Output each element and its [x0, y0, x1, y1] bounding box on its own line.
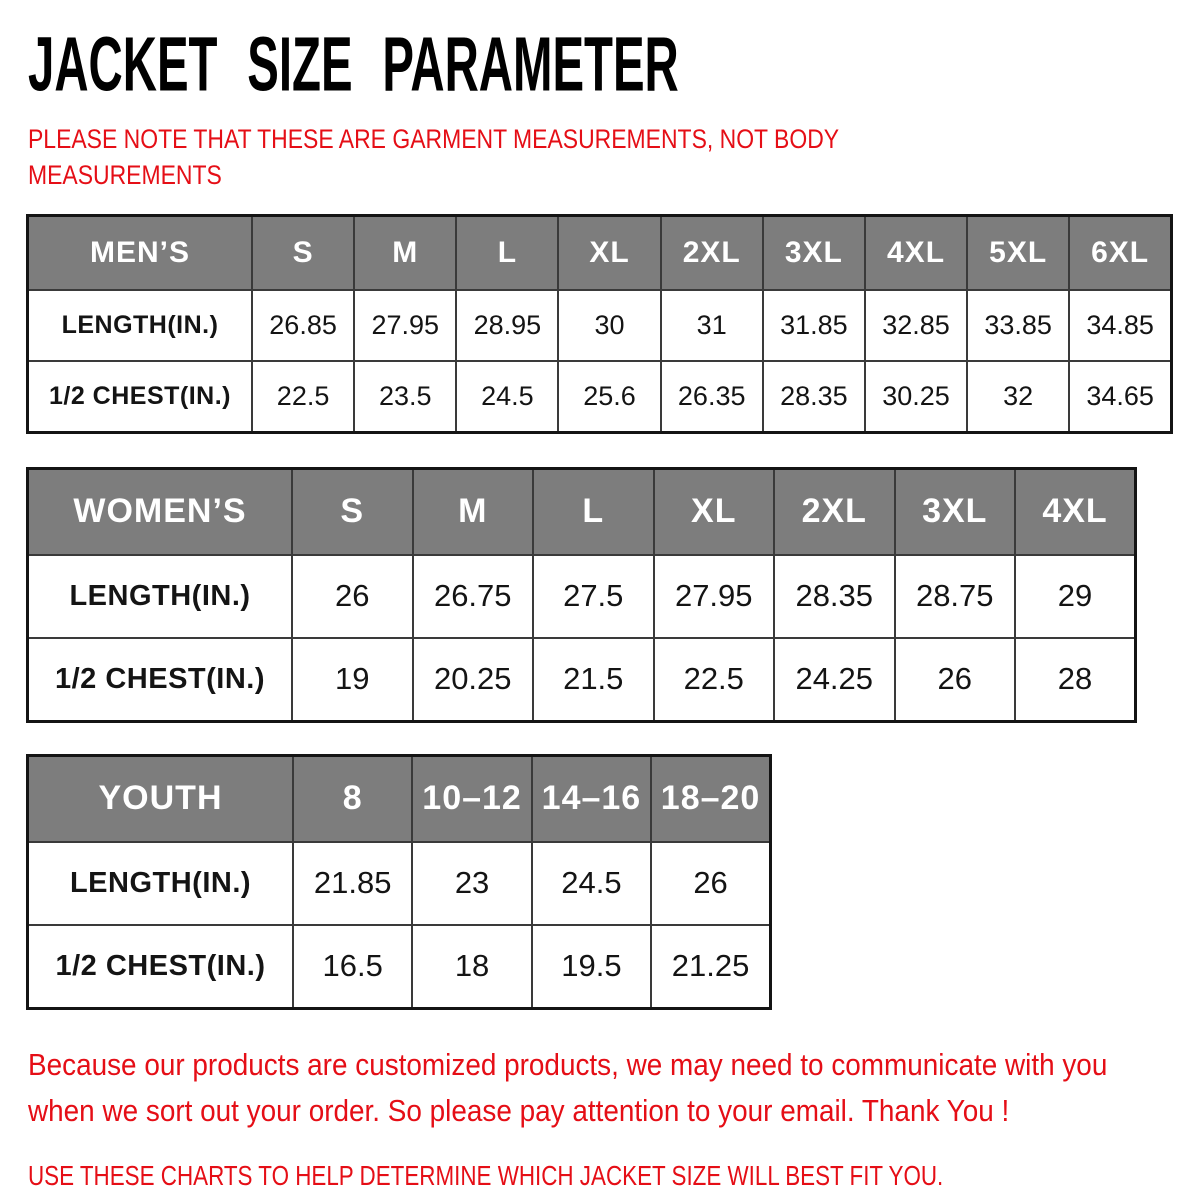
table-title-cell: YOUTH — [28, 755, 294, 842]
size-column-header: M — [354, 215, 456, 290]
womens-size-table — [26, 467, 1137, 723]
row-label: 1/2 CHEST(IN.) — [28, 925, 294, 1009]
size-value-cell: 19.5 — [532, 925, 651, 1009]
size-column-header: M — [413, 468, 534, 555]
size-value-cell: 34.85 — [1069, 290, 1171, 361]
size-value-cell: 28 — [1015, 638, 1136, 722]
size-value-cell: 32.85 — [865, 290, 967, 361]
size-value-cell: 27.5 — [533, 555, 654, 638]
size-column-header: 2XL — [774, 468, 895, 555]
size-value-cell: 27.95 — [654, 555, 775, 638]
row-label: 1/2 CHEST(IN.) — [28, 361, 253, 433]
size-column-header: S — [252, 215, 354, 290]
size-column-header: 4XL — [865, 215, 967, 290]
size-value-cell: 31.85 — [763, 290, 865, 361]
size-value-cell: 21.5 — [533, 638, 654, 722]
measurement-row — [28, 842, 771, 925]
table-title-cell: MEN’S — [28, 215, 253, 290]
measurement-row — [28, 925, 771, 1009]
size-value-cell: 18 — [412, 925, 531, 1009]
size-column-header: 2XL — [661, 215, 763, 290]
header-row — [28, 215, 1172, 290]
row-label: LENGTH(IN.) — [28, 555, 293, 638]
header-row — [28, 468, 1136, 555]
size-value-cell: 19 — [292, 638, 413, 722]
measurement-row — [28, 638, 1136, 722]
garment-measurement-note: PLEASE NOTE THAT THESE ARE GARMENT MEASUREMENTS, NOT BODY MEASUREMENTS — [28, 124, 839, 190]
row-label: LENGTH(IN.) — [28, 290, 253, 361]
size-value-cell: 28.95 — [456, 290, 558, 361]
size-value-cell: 22.5 — [654, 638, 775, 722]
size-value-cell: 26 — [292, 555, 413, 638]
size-value-cell: 30.25 — [865, 361, 967, 433]
size-value-cell: 24.5 — [532, 842, 651, 925]
size-value-cell: 22.5 — [252, 361, 354, 433]
mens-size-table — [26, 214, 1173, 434]
page-title: JACKET SIZE PARAMETER — [28, 20, 679, 108]
customization-notice: Because our products are customized products, we may need to communicate with you when we sort out your order. So please pay attention to your email. Thank You ! — [28, 1046, 1108, 1128]
size-value-cell: 21.85 — [293, 842, 412, 925]
header-row — [28, 755, 771, 842]
size-column-header: L — [533, 468, 654, 555]
size-value-cell: 24.5 — [456, 361, 558, 433]
size-column-header: 3XL — [763, 215, 865, 290]
size-column-header: 10–12 — [412, 755, 531, 842]
size-value-cell: 28.35 — [763, 361, 865, 433]
size-column-header: 6XL — [1069, 215, 1171, 290]
size-value-cell: 28.75 — [895, 555, 1016, 638]
size-column-header: XL — [654, 468, 775, 555]
size-value-cell: 27.95 — [354, 290, 456, 361]
size-column-header: 18–20 — [651, 755, 770, 842]
size-value-cell: 34.65 — [1069, 361, 1171, 433]
size-column-header: L — [456, 215, 558, 290]
row-label: LENGTH(IN.) — [28, 842, 294, 925]
size-value-cell: 26.85 — [252, 290, 354, 361]
table-title-cell: WOMEN’S — [28, 468, 293, 555]
row-label: 1/2 CHEST(IN.) — [28, 638, 293, 722]
size-value-cell: 16.5 — [293, 925, 412, 1009]
size-value-cell: 23.5 — [354, 361, 456, 433]
size-value-cell: 32 — [967, 361, 1069, 433]
size-value-cell: 33.85 — [967, 290, 1069, 361]
measurement-row — [28, 290, 1172, 361]
size-column-header: S — [292, 468, 413, 555]
size-column-header: 14–16 — [532, 755, 651, 842]
size-value-cell: 26 — [651, 842, 770, 925]
size-column-header: 8 — [293, 755, 412, 842]
size-column-header: 5XL — [967, 215, 1069, 290]
size-value-cell: 30 — [558, 290, 660, 361]
size-value-cell: 20.25 — [413, 638, 534, 722]
size-value-cell: 28.35 — [774, 555, 895, 638]
size-column-header: 3XL — [895, 468, 1016, 555]
size-value-cell: 23 — [412, 842, 531, 925]
fit-advice: USE THESE CHARTS TO HELP DETERMINE WHICH JACKET SIZE WILL BEST FIT YOU. — [28, 1159, 944, 1191]
size-value-cell: 25.6 — [558, 361, 660, 433]
size-value-cell: 31 — [661, 290, 763, 361]
size-column-header: 4XL — [1015, 468, 1136, 555]
size-value-cell: 29 — [1015, 555, 1136, 638]
youth-size-table — [26, 754, 772, 1010]
measurement-row — [28, 361, 1172, 433]
size-value-cell: 26 — [895, 638, 1016, 722]
size-value-cell: 24.25 — [774, 638, 895, 722]
size-column-header: XL — [558, 215, 660, 290]
size-value-cell: 26.75 — [413, 555, 534, 638]
size-value-cell: 26.35 — [661, 361, 763, 433]
measurement-row — [28, 555, 1136, 638]
size-value-cell: 21.25 — [651, 925, 770, 1009]
